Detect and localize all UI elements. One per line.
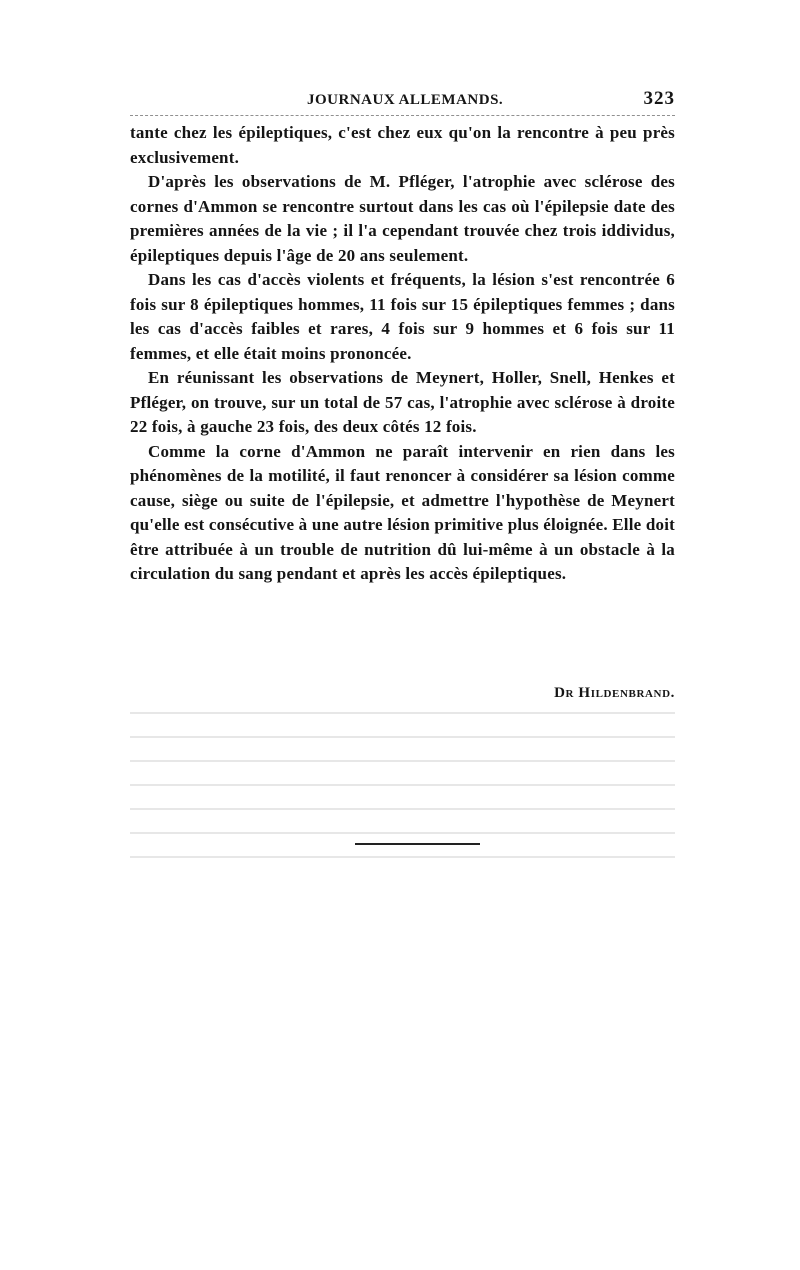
end-divider — [355, 843, 480, 845]
article-body — [130, 121, 675, 587]
bleed-through-texture — [130, 700, 675, 860]
running-title: JOURNAUX ALLEMANDS. — [307, 92, 504, 108]
paragraph-combined-observations: En réunissant les observations de Meynert, Holler, Snell, Henkes et Pfléger, on trouve, sur un total de 57 cas, l'atrophie avec sclérose à droite 22 fois, à gauche 23 fois, des deux côtés 12 fois. — [130, 368, 675, 436]
running-head — [130, 88, 675, 114]
paragraph-pfleger-observations: D'après les observations de M. Pfléger, l'atrophie avec sclérose des cornes d'Ammon se rencontre surtout dans les cas où l'épilepsie date des premières années de la vie ; il l'a cependant trouvée chez trois iddividus, épileptiques depuis l'âge de 20 ans seulement. — [130, 172, 675, 265]
paragraph-violent-attacks: Dans les cas d'accès violents et fréquents, la lésion s'est rencontrée 6 fois sur 8 épileptiques hommes, 11 fois sur 15 épileptiques femmes ; dans les cas d'accès faibles et rares, 4 fois sur 9 hommes et 6 fois sur 11 femmes, et elle était moins prononcée. — [130, 270, 675, 363]
author-signature: Dr Hildenbrand. — [554, 685, 675, 701]
page-number: 323 — [643, 88, 675, 109]
paragraph-continuation: tante chez les épileptiques, c'est chez eux qu'on la rencontre à peu près exclusivement. — [130, 123, 675, 167]
paragraph-conclusion: Comme la corne d'Ammon ne paraît intervenir en rien dans les phénomènes de la motilité, il faut renoncer à considérer sa lésion comme cause, siège ou suite de l'épilepsie, et admettre l'hypothèse de Meynert qu'elle est consécutive à une autre lésion primitive plus éloignée. Elle doit être attribuée à un trouble de nutrition dû lui-même à un obstacle à la circulation du sang pendant et après les accès épileptiques. — [130, 441, 675, 583]
header-divider — [130, 115, 675, 116]
